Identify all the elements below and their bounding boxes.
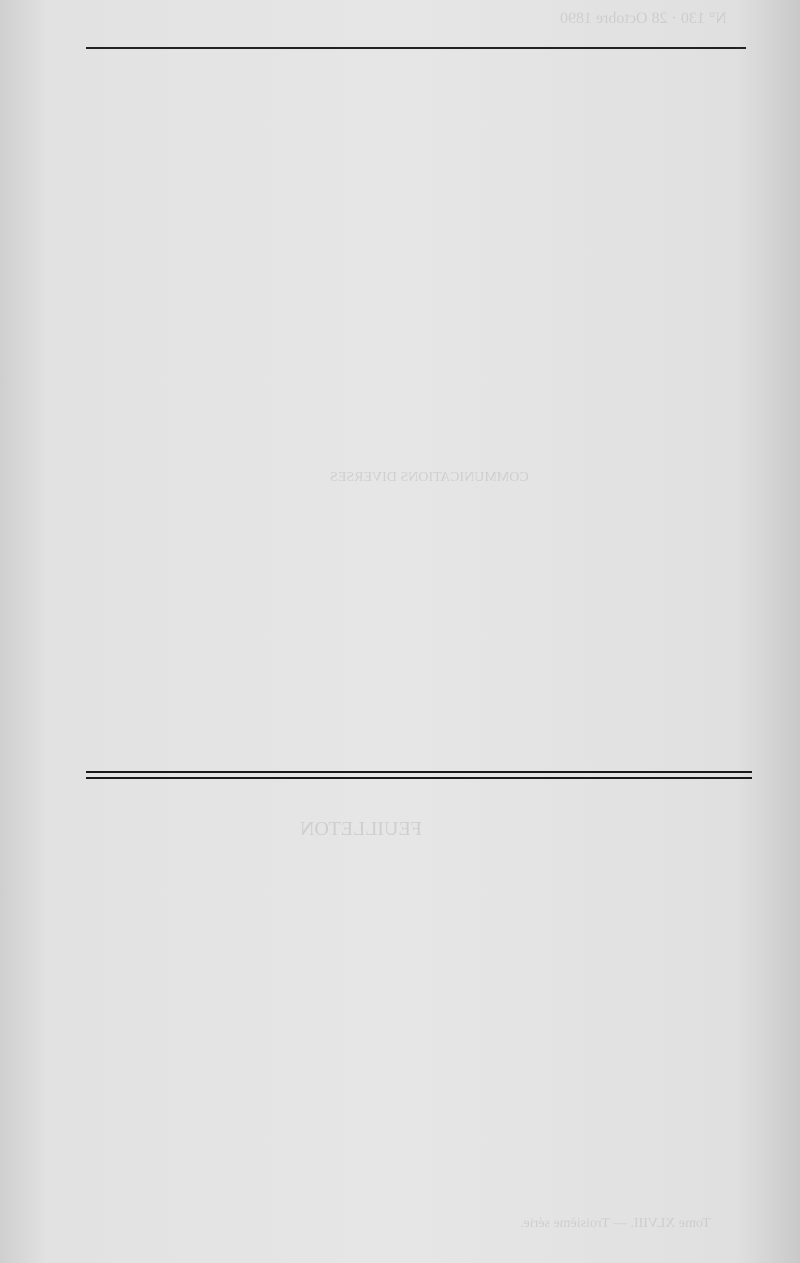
bleed-through-text: N° 130 · 28 Octobre 1890 xyxy=(560,10,727,27)
header-rule xyxy=(86,47,746,49)
bleed-through-text: COMMUNICATIONS DIVERSES xyxy=(330,470,529,485)
bleed-through-text: FEUILLETON xyxy=(300,818,422,840)
feuilleton-double-rule xyxy=(86,771,752,782)
page-header xyxy=(86,18,746,44)
bleed-through-text: Tome XLVIII. — Troisième série. xyxy=(520,1216,711,1231)
